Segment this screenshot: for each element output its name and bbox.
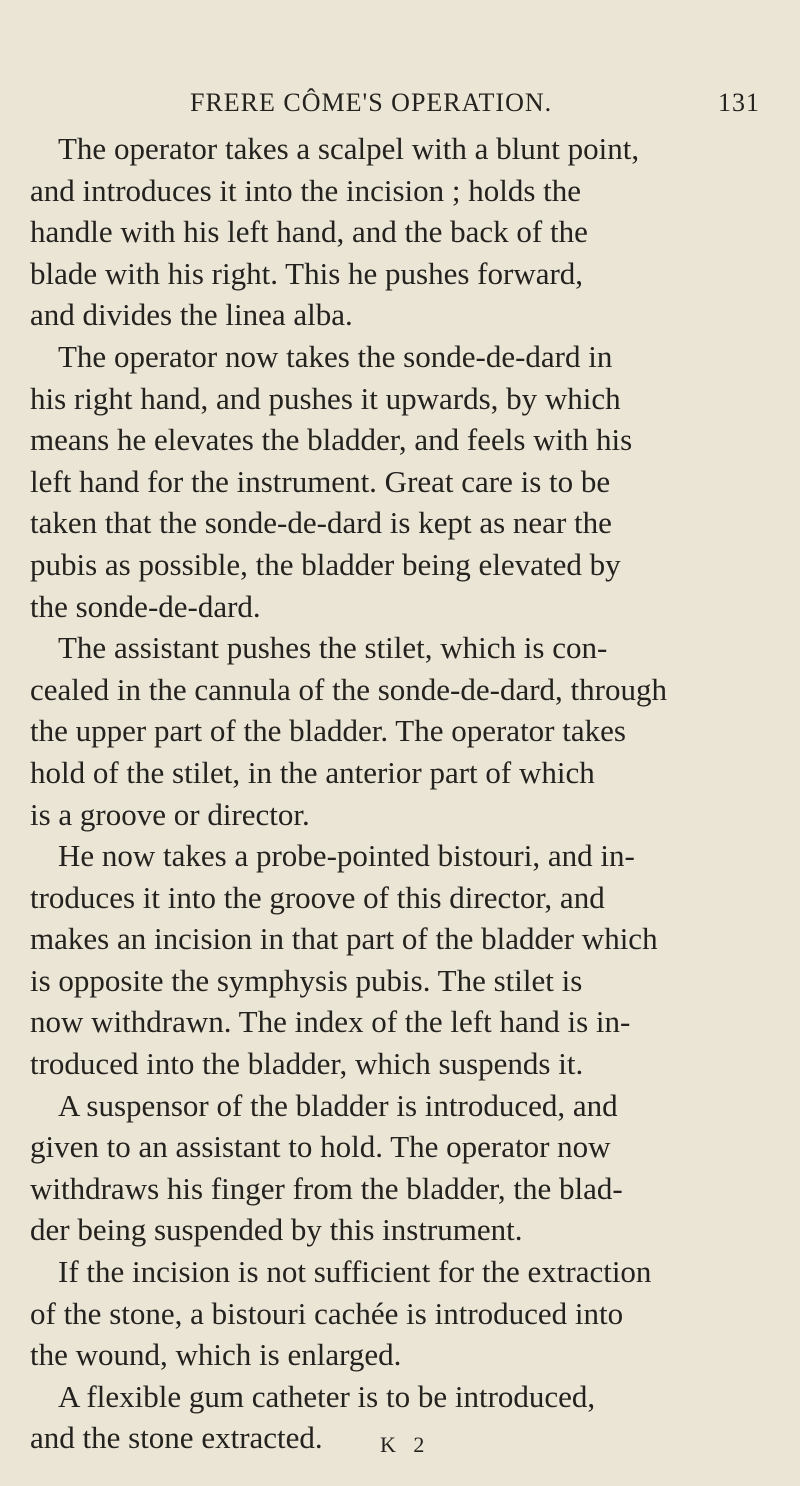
text-line: A suspensor of the bladder is introduced, and (58, 1087, 618, 1123)
text-line: hold of the stilet, in the anterior part of which (30, 754, 595, 790)
text-line: and the stone extracted. (30, 1420, 323, 1456)
text-line: the upper part of the bladder. The operator takes (30, 713, 626, 749)
text-line: now withdrawn. The index of the left hand is in- (30, 1004, 631, 1040)
text-line: and introduces it into the incision ; holds the (30, 172, 582, 208)
text-line: means he elevates the bladder, and feels with his (30, 422, 633, 458)
page-number: 131 (718, 88, 760, 117)
text-line: withdraws his finger from the bladder, the blad- (30, 1170, 623, 1206)
text-line: The assistant pushes the stilet, which is con- (58, 630, 608, 666)
text-line: of the stone, a bistouri cachée is introduced into (30, 1295, 624, 1331)
text-line: left hand for the instrument. Great care is to be (30, 463, 611, 499)
text-line: handle with his left hand, and the back of the (30, 214, 588, 250)
text-line: troduced into the bladder, which suspends it. (30, 1046, 584, 1082)
text-line: the wound, which is enlarged. (30, 1337, 402, 1373)
text-line: his right hand, and pushes it upwards, by which (30, 380, 621, 416)
text-line: is opposite the symphysis pubis. The stilet is (30, 962, 583, 998)
text-line: The operator takes a scalpel with a blunt point, (58, 131, 640, 166)
signature-mark: K 2 (380, 1432, 431, 1457)
text-line: A flexible gum catheter is to be introduced, (58, 1378, 596, 1414)
text-line: cealed in the cannula of the sonde-de-dard, through (30, 671, 667, 707)
text-line: the sonde-de-dard. (30, 588, 261, 624)
text-line: der being suspended by this instrument. (30, 1212, 523, 1248)
text-line: troduces it into the groove of this director, and (30, 879, 605, 915)
text-line: The operator now takes the sonde-de-dard in (58, 338, 613, 374)
text-line: blade with his right. This he pushes forward, (30, 255, 584, 291)
text-line: He now takes a probe-pointed bistouri, and in- (58, 838, 635, 874)
body-text (30, 128, 782, 1459)
running-title: FRERE CÔME'S OPERATION. (190, 88, 553, 117)
text-line: and divides the linea alba. (30, 297, 353, 333)
text-line: If the incision is not sufficient for the extraction (58, 1254, 652, 1290)
text-line: makes an incision in that part of the bladder which (30, 921, 658, 957)
text-line: given to an assistant to hold. The operator now (30, 1129, 611, 1165)
text-line: is a groove or director. (30, 796, 310, 832)
text-line: pubis as possible, the bladder being elevated by (30, 546, 621, 582)
text-line: taken that the sonde-de-dard is kept as near the (30, 505, 612, 541)
running-header (190, 88, 770, 124)
